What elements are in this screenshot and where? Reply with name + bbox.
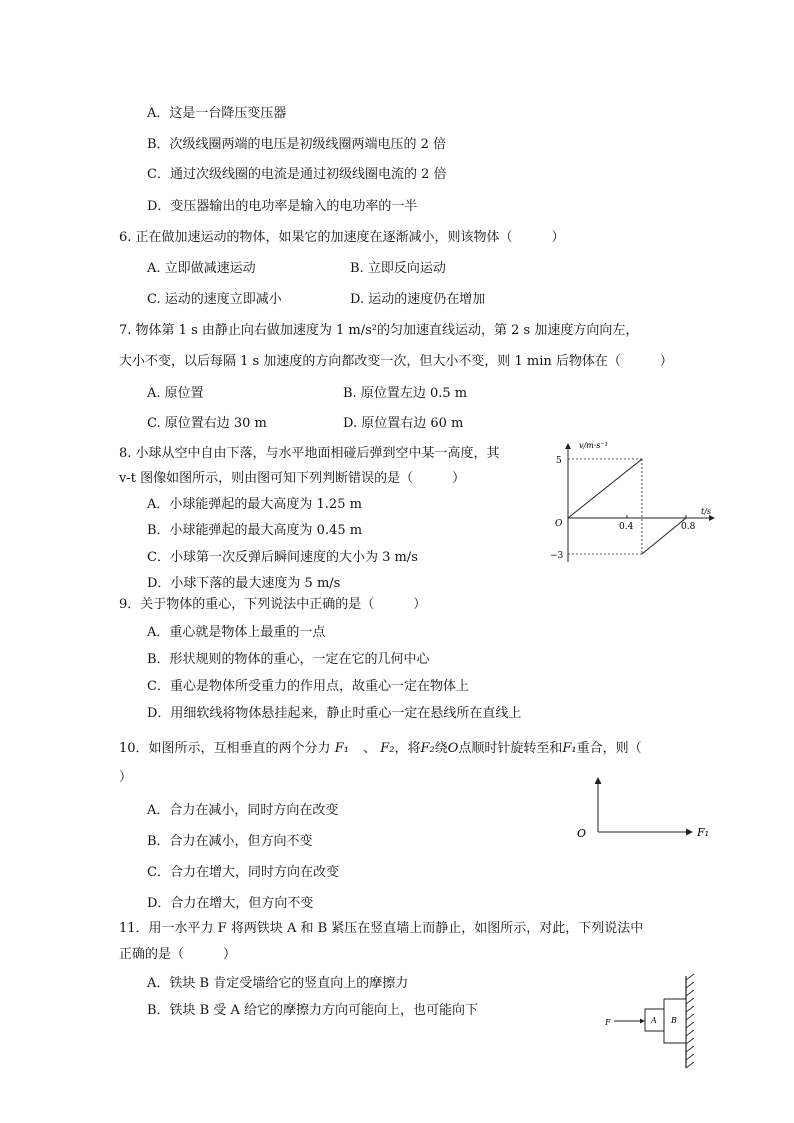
q8-option-a: A．小球能弹起的最大高度为 1.25 m [147,497,362,512]
q10-o-label: O [447,741,459,756]
q5-option-b: B．次级线圈两端的电压是初级线圈两端电压的 2 倍 [147,137,447,152]
q11-option-b: B．铁块 B 受 A 给它的摩擦力方向可能向上，也可能向下 [147,1003,479,1018]
q8-option-b: B．小球能弹起的最大高度为 0.45 m [147,523,363,538]
q9-option-b: B．形状规则的物体的重心，一定在它的几何中心 [147,652,430,667]
q10-option-b: B．合力在减小，但方向不变 [147,834,313,849]
q11-option-a: A．铁块 B 肯定受墙给它的竖直向上的摩擦力 [147,976,409,991]
q10-option-a: A．合力在减小，同时方向在改变 [147,803,339,818]
q9-stem: 9．关于物体的重心，下列说法中正确的是（ ） [119,597,427,612]
q6-option-c: C. 运动的速度立即减小 [147,292,282,307]
q10-force-figure [570,772,720,844]
q10-option-d: D．合力在增大，但方向不变 [147,896,314,911]
graph-y-tick-top: 5 [556,456,562,466]
q10-option-c: C．合力在增大，同时方向在改变 [147,865,339,880]
graph-x-tick-2: 0.8 [681,522,696,532]
q11-wall-hatching [686,974,694,1068]
q10-f1-label-2: F₁ [562,741,577,756]
q10-stem-text-f: 重合，则（ [576,741,642,756]
q6-option-a: A. 立即做减速运动 [147,261,256,276]
q8-option-d: D．小球下落的最大速度为 5 m/s [147,576,341,591]
q10-stem-text-c: ，将 [394,741,421,756]
graph-x-tick-1: 0.4 [619,522,634,532]
q6-stem: 6. 正在做加速运动的物体，如果它的加速度在逐渐减小，则该物体（ ） [119,230,565,245]
q11-wall-figure [600,972,710,1072]
q5-option-c: C．通过次级线圈的电流是通过初级线圈电流的 2 倍 [147,167,447,182]
q10-stem-text-d: 绕 [434,741,448,756]
q8-stem-line2: v-t 图像如图所示，则由图可知下列判断错误的是（ ） [119,471,466,486]
q9-option-d: D．用细软线将物体悬挂起来，静止时重心一定在悬线所在直线上 [147,706,522,721]
q11-block-b-label: B [671,1016,677,1025]
q7-option-a: A. 原位置 [147,386,204,401]
q7-option-d: D. 原位置右边 60 m [343,416,464,431]
q8-vt-graph [540,436,720,570]
q10-stem-text-b: 、 [363,741,377,756]
graph-rising-line [642,518,686,554]
q10-f1-label: F₁ [334,741,349,756]
q7-option-b: B. 原位置左边 0.5 m [343,386,468,401]
q9-option-a: A．重心就是物体上最重的一点 [147,625,326,640]
q8-option-c: C．小球第一次反弹后瞬间速度的大小为 3 m/s [147,550,418,565]
q9-option-c: C．重心是物体所受重力的作用点，故重心一定在物体上 [147,679,469,694]
q10-stem-text-a: 10．如图所示，互相垂直的两个分力 [119,741,331,756]
q7-stem-line1: 7. 物体第 1 s 由静止向右做加速度为 1 m/s²的匀加速直线运动，第 2 s 加速度方向向左， [119,323,639,338]
q7-option-c: C. 原位置右边 30 m [147,416,267,431]
q5-option-d: D．变压器输出的电功率是输入的电功率的一半 [147,199,418,214]
graph-y-axis-label: v/m·s⁻¹ [579,441,608,450]
q7-stem-line2: 大小不变，以后每隔 1 s 加速度的方向都改变一次，但大小不变，则 1 min 后物体在（ ） [119,354,673,369]
graph-falling-line [568,459,642,518]
graph-x-axis-label: t/s [701,507,712,516]
q11-stem-line1: 11．用一水平力 F 将两铁块 A 和 B 紧压在竖直墙上而静止，如图所示，对此，下列说法中 [119,921,644,936]
q11-force-label: F [605,1018,611,1027]
q5-option-a: A．这是一台降压变压器 [147,106,287,121]
q10-stem-text-e: 点顺时针旋转至和 [458,741,563,756]
q10-f2-label: F₂ [380,741,395,756]
q10-figure-f1: F₁ [697,826,710,839]
q10-stem-line2: ） [119,770,133,785]
q10-f2-label-2: F₂ [420,741,435,756]
q10-stem-line1 [119,741,642,757]
q11-stem-line2: 正确的是（ ） [119,947,237,962]
q6-option-b: B. 立即反向运动 [350,261,446,276]
q6-option-d: D. 运动的速度仍在增加 [350,292,486,307]
graph-y-tick-bottom: −3 [550,551,564,561]
q8-stem-line1: 8. 小球从空中自由下落，与水平地面相碰后弹到空中某一高度，其 [119,446,500,461]
q11-block-a-label: A [651,1016,657,1025]
graph-origin-label: O [555,519,563,529]
q10-figure-origin: O [577,827,587,840]
